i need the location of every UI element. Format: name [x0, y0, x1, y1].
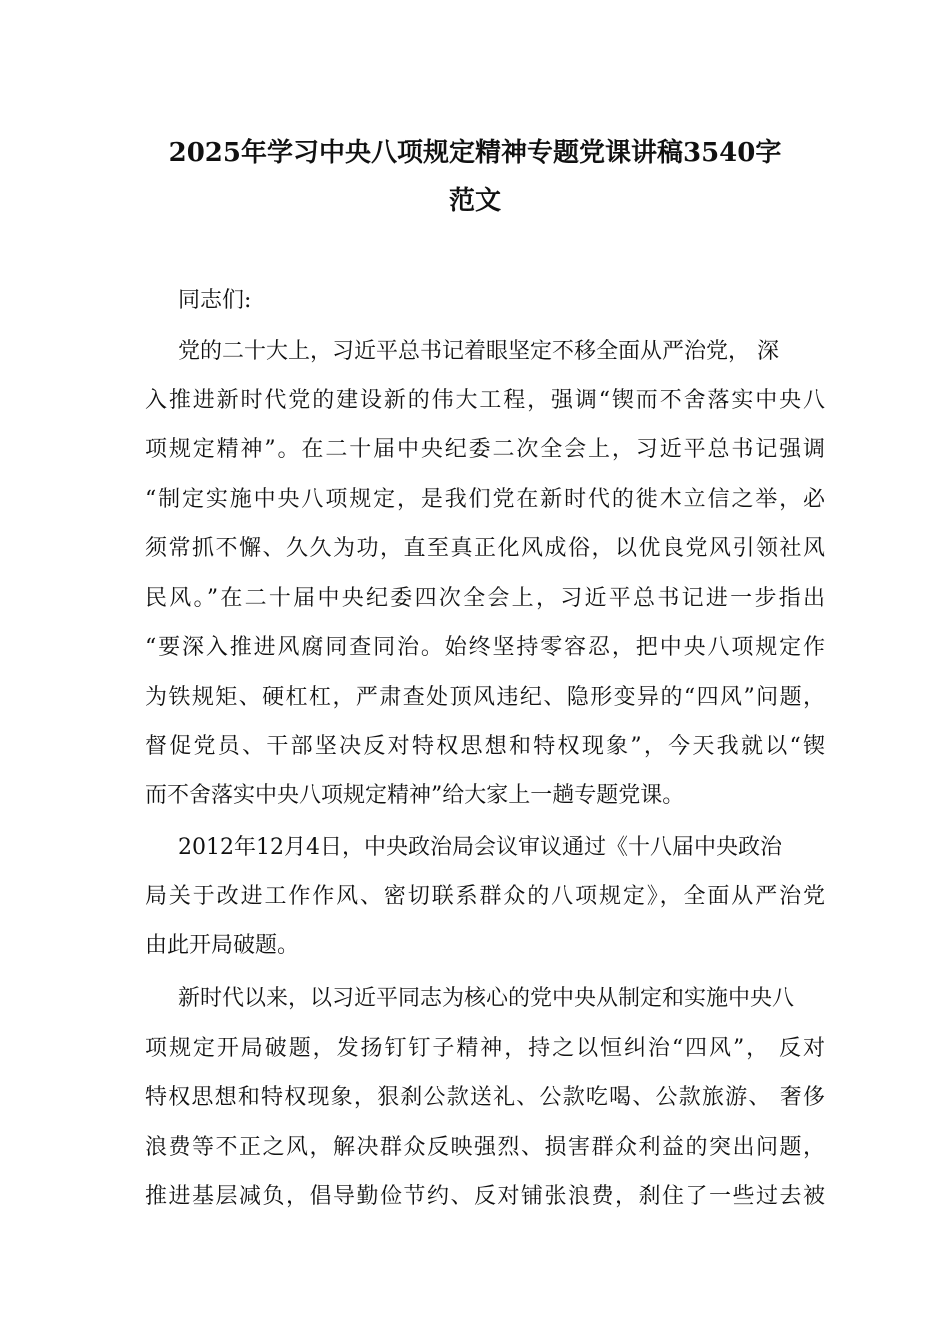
paragraph-3-line: 新时代以来，以习近平同志为核心的党中央从制定和实施中央八 — [178, 986, 795, 1011]
paragraph-1-line: 入推进新时代党的建设新的伟大工程，强调“锲而不舍落实中央八 — [145, 388, 825, 413]
document-title-line-1: 2025年学习中央八项规定精神专题党课讲稿3540字 — [168, 138, 782, 168]
paragraph-1-line: “要深入推进风腐同查同治。始终坚持零容忍，把中央八项规定作 — [145, 635, 825, 660]
paragraph-1-line: 督促党员、干部坚决反对特权思想和特权现象”，今天我就以“锲 — [145, 734, 825, 759]
paragraph-3-line: 项规定开局破题，发扬钉钉子精神，持之以恒纠治“四风”， 反对 — [145, 1036, 825, 1061]
paragraph-2-line: 局关于改进工作作风、密切联系群众的八项规定》，全面从严治党 — [145, 884, 825, 909]
paragraph-3-line: 推进基层减负，倡导勤俭节约、反对铺张浪费，刹住了一些过去被 — [145, 1184, 825, 1209]
paragraph-1-line: 须常抓不懈、久久为功，直至真正化风成俗，以优良党风引领社风 — [145, 536, 825, 561]
paragraph-1-line: 党的二十大上，习近平总书记着眼坚定不移全面从严治党， 深 — [178, 339, 779, 364]
paragraph-3-line: 特权思想和特权现象，狠刹公款送礼、公款吃喝、公款旅游、 奢侈 — [145, 1085, 825, 1110]
paragraph-3-line: 浪费等不正之风，解决群众反映强烈、损害群众利益的突出问题， — [145, 1135, 825, 1160]
paragraph-1-line: 为铁规矩、硬杠杠，严肃查处顶风违纪、隐形变异的“四风”问题， — [145, 685, 825, 710]
paragraph-1-line: 民风。”在二十届中央纪委四次全会上，习近平总书记进一步指出 — [145, 586, 825, 611]
paragraph-2-line: 2012年12月4日，中央政治局会议审议通过《十八届中央政治 — [178, 835, 782, 860]
greeting: 同志们: — [178, 288, 252, 313]
paragraph-1-line: 项规定精神”。在二十届中央纪委二次全会上，习近平总书记强调 — [145, 437, 825, 462]
document-title-line-2: 范文 — [448, 186, 501, 216]
paragraph-1-line: “制定实施中央八项规定，是我们党在新时代的徙木立信之举，必 — [145, 487, 825, 512]
paragraph-1-line: 而不舍落实中央八项规定精神”给大家上一趟专题党课。 — [145, 783, 685, 808]
paragraph-2-line: 由此开局破题。 — [145, 933, 300, 958]
